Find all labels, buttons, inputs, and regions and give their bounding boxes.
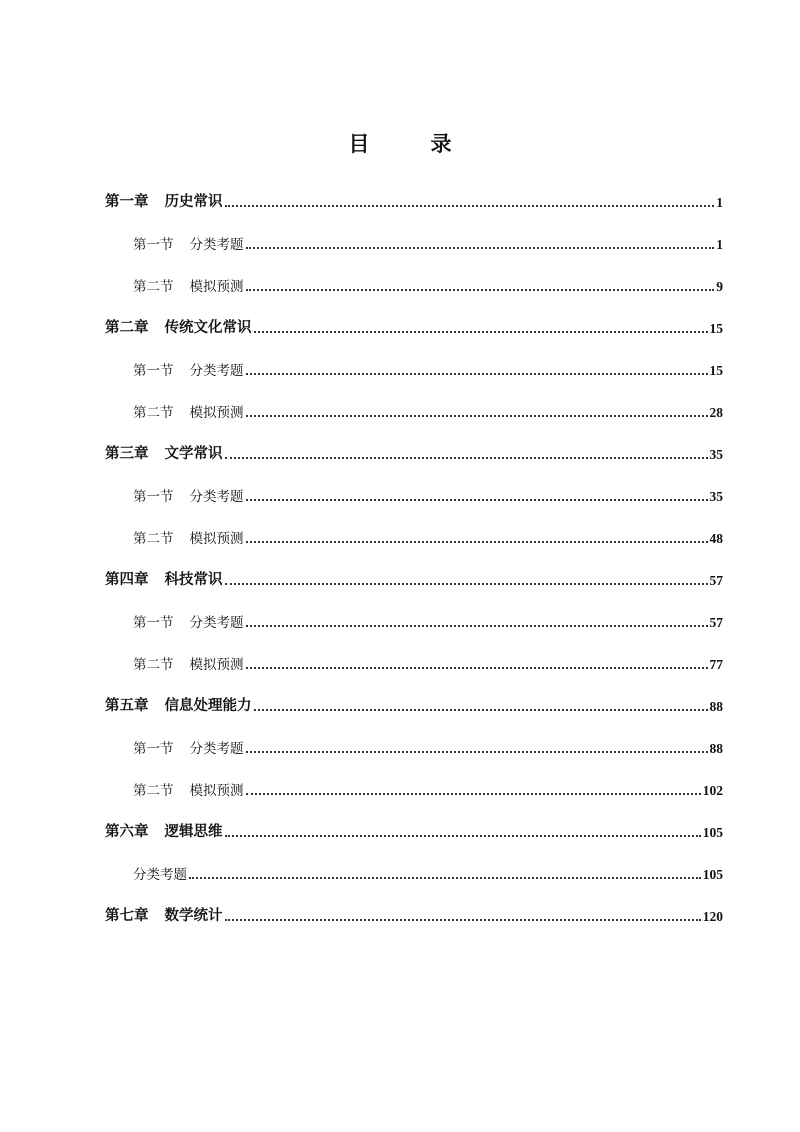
toc-entry-title: 模拟预测 — [189, 657, 244, 673]
toc-entry-title: 文学常识 — [164, 445, 223, 462]
toc-dot-leader — [189, 877, 701, 879]
toc-page-number: 1 — [716, 195, 723, 210]
toc-entry-number: 第一节 — [133, 741, 174, 757]
toc-entry-number: 第一节 — [133, 363, 174, 379]
toc-page-number: 28 — [709, 405, 723, 420]
toc-page-number: 57 — [709, 615, 723, 630]
toc-chapter-entry[interactable] — [105, 436, 723, 478]
toc-dot-leader — [246, 415, 708, 417]
toc-dot-leader — [246, 667, 708, 669]
toc-section-entry[interactable] — [105, 604, 723, 646]
toc-page-number: 88 — [709, 699, 723, 714]
toc-dot-leader — [254, 709, 708, 711]
toc-dot-leader — [246, 751, 708, 753]
toc-entry-title: 分类考题 — [189, 741, 244, 757]
toc-page-number: 1 — [716, 237, 723, 252]
toc-dot-leader — [254, 331, 708, 333]
toc-section-entry[interactable] — [105, 352, 723, 394]
toc-entry-title: 信息处理能力 — [164, 697, 252, 714]
toc-entry-title: 历史常识 — [164, 193, 223, 210]
toc-page-number: 120 — [702, 909, 723, 924]
toc-entry-number: 第三章 — [105, 445, 149, 462]
toc-dot-leader — [225, 919, 701, 921]
toc-page-number: 105 — [702, 825, 723, 840]
toc-section-entry[interactable] — [105, 856, 723, 898]
toc-entry-number: 第二节 — [133, 657, 174, 673]
toc-dot-leader — [225, 835, 701, 837]
toc-section-entry[interactable] — [105, 772, 723, 814]
toc-entry-title: 分类考题 — [189, 489, 244, 505]
toc-entry-number: 第一章 — [105, 193, 149, 210]
toc-entry-number: 第六章 — [105, 823, 149, 840]
toc-entry-number: 第五章 — [105, 697, 149, 714]
toc-entry-number: 第二节 — [133, 783, 174, 799]
toc-title: 目 录 — [348, 132, 472, 156]
toc-page-number: 15 — [709, 363, 723, 378]
toc-section-entry[interactable] — [105, 646, 723, 688]
toc-page-number: 48 — [709, 531, 723, 546]
toc-entry-number: 第二节 — [133, 405, 174, 421]
toc-page-number: 57 — [709, 573, 723, 588]
toc-section-entry[interactable] — [105, 394, 723, 436]
toc-page-number: 35 — [709, 447, 723, 462]
toc-section-entry[interactable] — [105, 520, 723, 562]
toc-dot-leader — [225, 457, 708, 459]
toc-dot-leader — [225, 583, 708, 585]
toc-section-entry[interactable] — [105, 730, 723, 772]
toc-page-number: 88 — [709, 741, 723, 756]
toc-entry-title: 模拟预测 — [189, 531, 244, 547]
toc-dot-leader — [246, 625, 708, 627]
toc-chapter-entry[interactable] — [105, 688, 723, 730]
toc-entry-title: 模拟预测 — [189, 405, 244, 421]
toc-dot-leader — [246, 793, 701, 795]
toc-entry-title: 模拟预测 — [189, 279, 244, 295]
toc-entry-number: 第一节 — [133, 489, 174, 505]
toc-list — [105, 184, 723, 940]
toc-entry-title: 分类考题 — [133, 867, 187, 883]
toc-chapter-entry[interactable] — [105, 898, 723, 940]
toc-section-entry[interactable] — [105, 226, 723, 268]
toc-dot-leader — [246, 247, 715, 249]
toc-dot-leader — [246, 373, 708, 375]
toc-entry-number: 第二节 — [133, 531, 174, 547]
toc-dot-leader — [246, 289, 715, 291]
toc-entry-title: 模拟预测 — [189, 783, 244, 799]
toc-section-entry[interactable] — [105, 478, 723, 520]
toc-entry-number: 第一节 — [133, 237, 174, 253]
toc-chapter-entry[interactable] — [105, 184, 723, 226]
toc-page-number: 102 — [702, 783, 723, 798]
toc-chapter-entry[interactable] — [105, 310, 723, 352]
toc-entry-title: 分类考题 — [189, 363, 244, 379]
toc-section-entry[interactable] — [105, 268, 723, 310]
toc-entry-title: 分类考题 — [189, 615, 244, 631]
toc-entry-title: 分类考题 — [189, 237, 244, 253]
toc-entry-title: 逻辑思维 — [164, 823, 223, 840]
toc-dot-leader — [246, 499, 708, 501]
toc-chapter-entry[interactable] — [105, 814, 723, 856]
toc-entry-number: 第四章 — [105, 571, 149, 588]
toc-entry-title: 传统文化常识 — [164, 319, 252, 336]
toc-page-number: 9 — [716, 279, 723, 294]
toc-entry-number: 第二章 — [105, 319, 149, 336]
toc-chapter-entry[interactable] — [105, 562, 723, 604]
toc-page-number: 105 — [702, 867, 723, 882]
toc-dot-leader — [225, 205, 715, 207]
toc-dot-leader — [246, 541, 708, 543]
toc-page-number: 35 — [709, 489, 723, 504]
toc-entry-number: 第二节 — [133, 279, 174, 295]
toc-entry-title: 科技常识 — [164, 571, 223, 588]
toc-entry-number: 第七章 — [105, 907, 149, 924]
toc-page-number: 15 — [709, 321, 723, 336]
toc-page-number: 77 — [709, 657, 723, 672]
toc-entry-title: 数学统计 — [164, 907, 223, 924]
toc-entry-number: 第一节 — [133, 615, 174, 631]
